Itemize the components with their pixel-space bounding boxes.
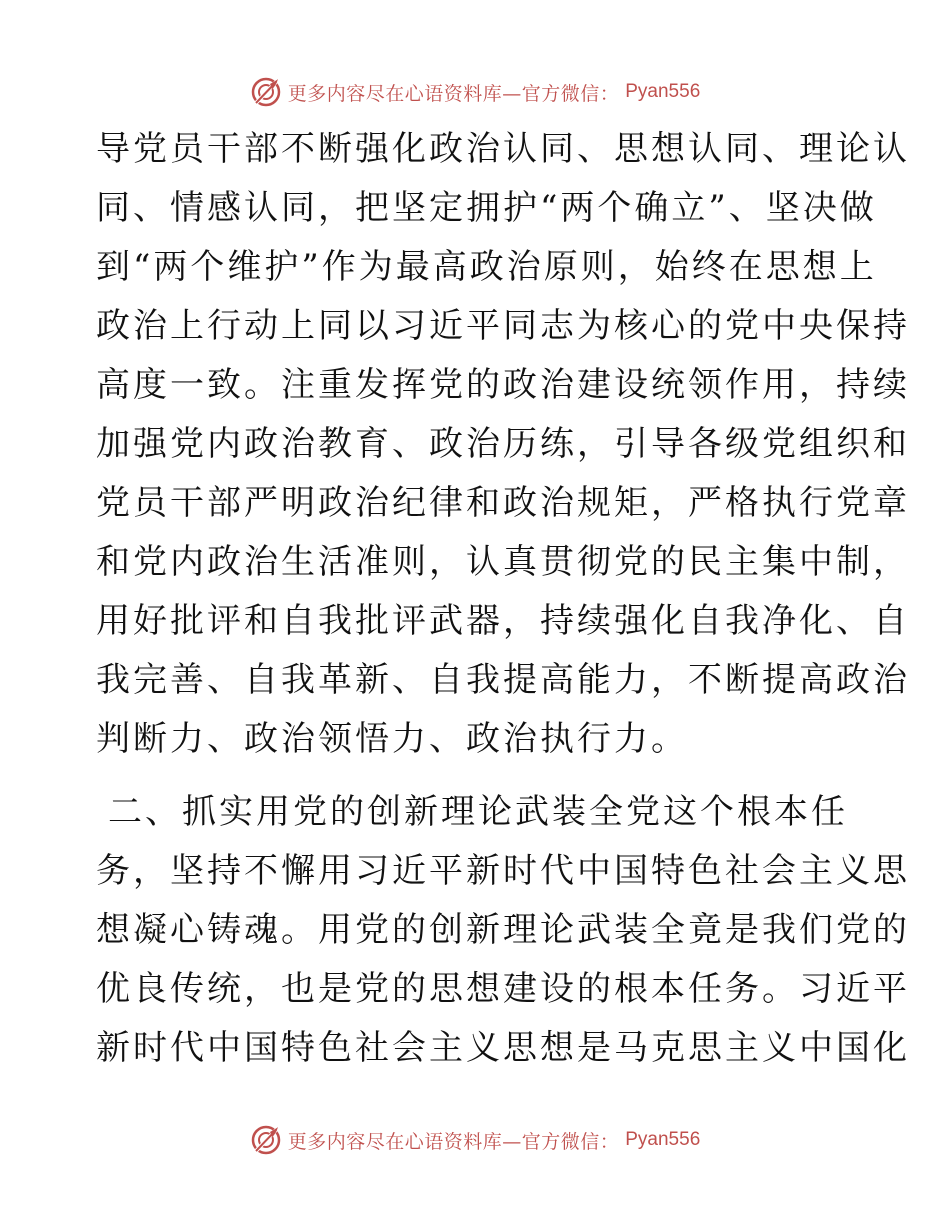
feather-logo-icon bbox=[250, 1124, 282, 1156]
text-line: 同、情感认同，把坚定拥护“两个确立”、坚决做 bbox=[96, 188, 877, 228]
text-line: 高度一致。注重发挥党的政治建设统领作用，持续 bbox=[96, 365, 910, 405]
watermark-text: 更多内容尽在心语资料库—官方微信： bbox=[287, 1130, 620, 1153]
watermark-text: 更多内容尽在心语资料库—官方微信： bbox=[287, 82, 620, 105]
text-line: 用好批评和自我批评武器，持续强化自我净化、自 bbox=[96, 601, 910, 641]
section-heading: 二、抓实用党的创新理论武装全党这个根本任 bbox=[108, 792, 848, 832]
text-line: 想凝心铸魂。用党的创新理论武装全竟是我们党的 bbox=[96, 910, 910, 950]
text-line: 党员干部严明政治纪律和政治规矩，严格执行党章 bbox=[96, 483, 910, 523]
footer-watermark bbox=[0, 1120, 950, 1160]
text-line: 加强党内政治教育、政治历练，引导各级党组织和 bbox=[96, 424, 910, 464]
feather-logo-icon bbox=[250, 76, 282, 108]
watermark-wechat-id: Pyan556 bbox=[625, 81, 701, 102]
text-line: 和党内政治生活准则，认真贯彻党的民主集中制， bbox=[96, 542, 910, 582]
text-line: 导党员干部不断强化政治认同、思想认同、理论认 bbox=[96, 129, 910, 169]
text-line: 务，坚持不懈用习近平新时代中国特色社会主义思 bbox=[96, 851, 910, 891]
text-line: 到“两个维护”作为最高政治原则，始终在思想上 bbox=[96, 247, 877, 287]
paragraph-innovative-theory bbox=[96, 783, 910, 1078]
text-line: 新时代中国特色社会主义思想是马克思主义中国化 bbox=[96, 1028, 910, 1068]
text-line: 优良传统，也是党的思想建设的根本任务。习近平 bbox=[96, 969, 910, 1009]
text-line: 我完善、自我革新、自我提高能力，不断提高政治 bbox=[96, 660, 910, 700]
header-watermark bbox=[0, 72, 950, 112]
text-line: 政治上行动上同以习近平同志为核心的党中央保持 bbox=[96, 306, 910, 346]
text-line: 判断力、政治领悟力、政治执行力。 bbox=[96, 719, 688, 759]
document-body bbox=[96, 120, 910, 1078]
paragraph-political-building bbox=[96, 120, 910, 769]
watermark-wechat-id: Pyan556 bbox=[625, 1129, 701, 1150]
